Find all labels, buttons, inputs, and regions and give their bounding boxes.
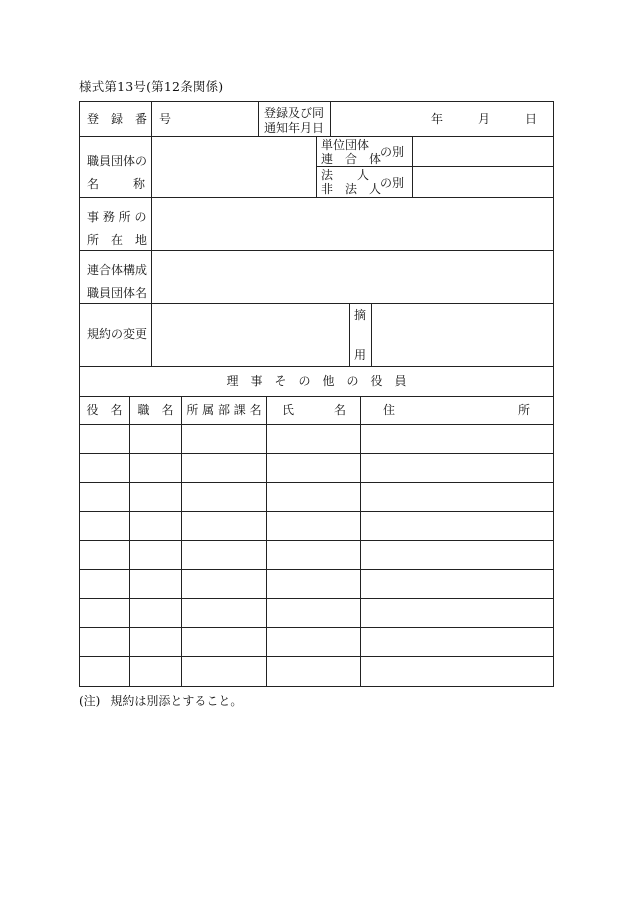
registration-number-label: 登 録 番 号 (87, 112, 172, 126)
row-divider (316, 166, 553, 167)
col-divider (330, 102, 331, 136)
member-orgs-label: 連合体構成 職員団体名 (87, 263, 148, 300)
form-title: 様式第13号(第12条関係) (79, 79, 224, 94)
col-header-position: 役 名 (86, 403, 123, 417)
remarks-label-top: 摘 (354, 308, 367, 322)
row-divider (80, 569, 553, 570)
col-divider (181, 396, 182, 686)
col-divider (349, 303, 350, 366)
col-header-name-b: 名 (334, 403, 347, 417)
row-divider (80, 396, 553, 397)
remarks-label-bottom: 用 (354, 348, 367, 362)
col-header-address-a: 住 (383, 403, 396, 417)
row-divider (80, 424, 553, 425)
col-divider (412, 136, 413, 197)
row-divider (80, 511, 553, 512)
date-year-label: 年 (431, 112, 444, 126)
footnote-text: 規約は別添とすること。 (110, 694, 243, 708)
date-day-label: 日 (525, 112, 538, 126)
col-divider (371, 303, 372, 366)
unit-type-label: 単位団体 連 合 体 (321, 138, 382, 166)
row-divider (80, 453, 553, 454)
office-label: 事 務 所 の 所 在 地 (87, 210, 148, 247)
col-divider (151, 102, 152, 366)
org-name-label: 職員団体の 名 称 (87, 154, 148, 191)
row-divider (80, 540, 553, 541)
footnote (79, 692, 242, 709)
col-divider (258, 102, 259, 136)
unit-type-suffix: の別 (380, 145, 405, 159)
bylaws-change-label: 規約の変更 (87, 327, 148, 341)
officers-section-title: 理 事 そ の 他 の 役 員 (226, 374, 407, 388)
col-header-name-a: 氏 (282, 403, 295, 417)
col-header-job-title: 職 名 (137, 403, 174, 417)
corp-type-suffix: の別 (380, 176, 405, 190)
registration-date-label: 登録及び同 通知年月日 (264, 106, 325, 135)
col-header-department: 所 属 部 課 名 (186, 403, 262, 417)
col-divider (266, 396, 267, 686)
col-divider (360, 396, 361, 686)
corp-type-label: 法 人 非 法 人 (321, 168, 382, 196)
col-divider (316, 136, 317, 197)
col-divider (129, 396, 130, 686)
row-divider (80, 598, 553, 599)
row-divider (80, 627, 553, 628)
row-divider (80, 656, 553, 657)
col-header-address-b: 所 (518, 403, 531, 417)
date-month-label: 月 (478, 112, 491, 126)
footnote-marker: (注) (79, 694, 101, 708)
row-divider (80, 482, 553, 483)
row-divider (80, 366, 553, 367)
